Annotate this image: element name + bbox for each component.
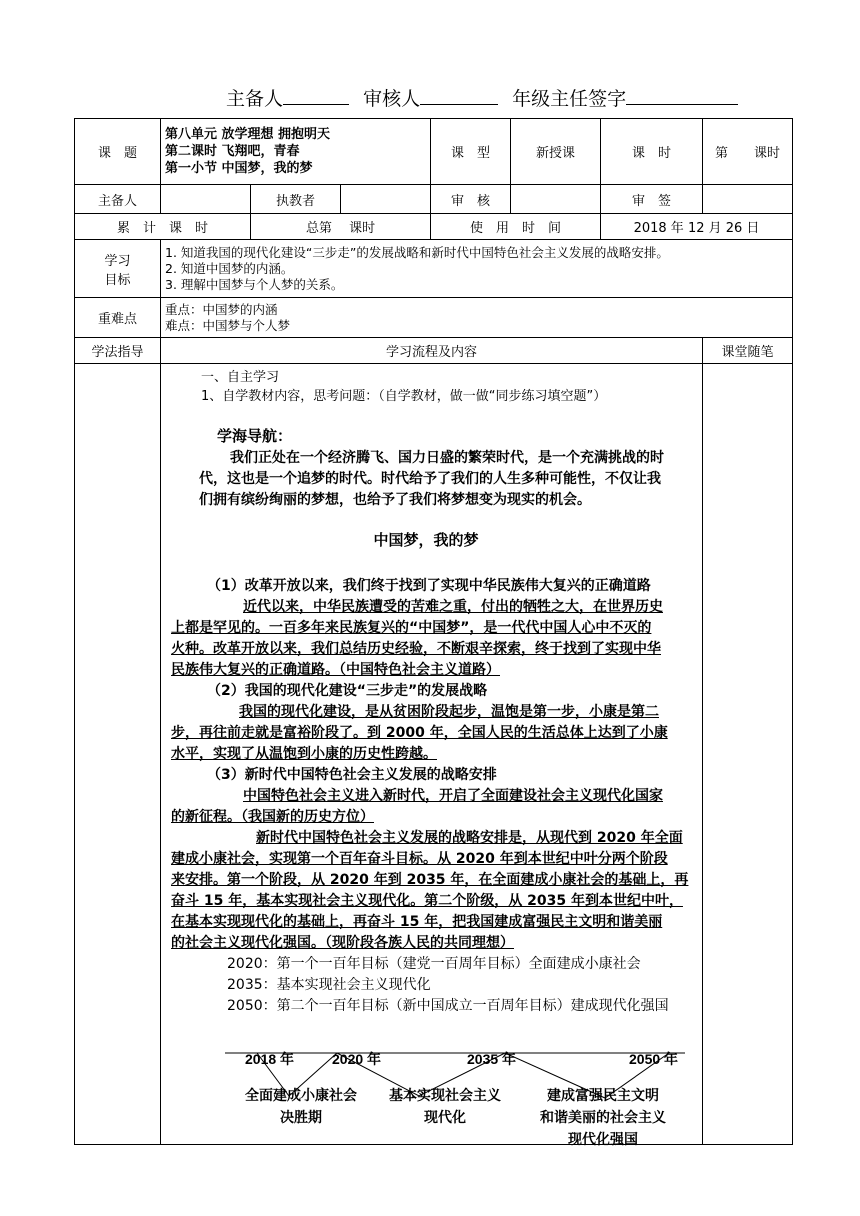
p3-line: 来安排。第一个阶段，从 2020 年到 2035 年，在全面建成小康社会的基础上，再 <box>171 872 689 888</box>
prepared-by-label: 主备人 <box>226 88 284 110</box>
stage2-line: 现代化 <box>424 1110 466 1126</box>
total-periods: 总第 课时 <box>251 214 431 240</box>
key-point: 重点：中国梦的内涵 <box>165 301 278 317</box>
reviewer-blank[interactable] <box>420 86 498 105</box>
p1-line: 火种。改革开放以来，我们总结历史经验，不断艰辛探索，终于找到了实现中华 <box>171 641 661 657</box>
p3-line: 新时代中国特色社会主义发展的战略安排是，从现代到 2020 年全面 <box>256 830 683 846</box>
nav-line: 代，这也是一个追梦的时代。时代给予了我们的人生多种可能性，不仅让我 <box>199 471 661 487</box>
staff-row <box>75 185 793 214</box>
p1-line: 民族伟大复兴的正确道路。（中国特色社会主义道路） <box>171 662 500 678</box>
topic-value <box>161 119 431 185</box>
notes-header: 课堂随笔 <box>703 338 793 364</box>
nav-title: 学海导航： <box>217 427 293 445</box>
p2-line: 我国的现代化建设，是从贫困阶段起步，温饱是第一步，小康是第二 <box>239 704 659 720</box>
difficult-point: 难点：中国梦与个人梦 <box>165 317 291 333</box>
stage3-label <box>519 1085 687 1151</box>
goals-list <box>161 240 793 298</box>
signature-header <box>226 84 738 111</box>
method-header: 学法指导 <box>75 338 161 364</box>
goal-item: 3. 理解中国梦与个人梦的关系。 <box>165 276 344 292</box>
p3-line: 中国特色社会主义进入新时代，开启了全面建设社会主义现代化国家 <box>243 788 663 804</box>
nav-line: 们拥有缤纷绚丽的梦想，也给予了我们将梦想变为现实的机会。 <box>199 492 591 508</box>
period-row <box>75 214 793 240</box>
goals-label-line: 学习 <box>104 253 131 269</box>
task-line: 1、自学教材内容，思考问题：（自学教材，做一做“同步练习填空题”） <box>201 389 607 404</box>
topic-line: 第八单元 放学理想 拥抱明天 <box>165 127 331 142</box>
prepared-by-field[interactable] <box>161 185 251 214</box>
notes-column[interactable] <box>703 364 793 1145</box>
goal-item: 1. 知道我国的现代化建设“三步走”的发展战略和新时代中国特色社会主义发展的战略安排。 <box>165 244 669 260</box>
topic-line: 第二课时 飞翔吧，青春 <box>165 144 300 159</box>
p3-line: 建成小康社会，实现第一个百年奋斗目标。从 2020 年到本世纪中叶分两个阶段 <box>171 851 668 867</box>
p3-heading: （3）新时代中国特色社会主义发展的战略安排 <box>207 767 497 783</box>
stage1-label <box>231 1085 371 1129</box>
milestone-item: 2050：第二个一百年目标（新中国成立一百周年目标）建成现代化强国 <box>227 998 669 1014</box>
content-column <box>161 364 703 1148</box>
section-heading: 一、自主学习 <box>201 370 280 385</box>
teacher-field[interactable] <box>341 185 431 214</box>
sign-field[interactable] <box>703 185 793 214</box>
p2-line: 步，再往前走就是富裕阶段了。到 2000 年，全国人民的生活总体上达到了小康 <box>171 725 668 741</box>
teacher-cell: 执教者 <box>251 185 341 214</box>
stage3-line: 现代化强国 <box>568 1132 638 1148</box>
prepared-by-cell: 主备人 <box>75 185 161 214</box>
topic-row <box>75 119 793 185</box>
lesson-plan-table <box>74 118 793 1148</box>
director-sign-label: 年级主任签字 <box>512 88 627 110</box>
goals-label-line: 目标 <box>104 272 131 288</box>
p1-line: 近代以来，中华民族遭受的苦难之重，付出的牺牲之大，在世界历史 <box>243 599 663 615</box>
type-label: 课 型 <box>431 119 511 185</box>
year-label: 2018 年 <box>245 1051 295 1067</box>
focus-content <box>161 298 793 338</box>
cumulative-label: 累 计 课 时 <box>75 214 251 240</box>
stage1-line: 决胜期 <box>280 1110 322 1126</box>
p1-line: 上都是罕见的。一百多年来民族复兴的“中国梦”，是一代代中国人心中不灭的 <box>171 620 652 636</box>
p3-line: 奋斗 15 年，基本实现社会主义现代化。第二个阶级，从 2035 年到本世纪中叶， <box>171 893 683 909</box>
director-sign-blank[interactable] <box>626 86 738 105</box>
year-label: 2050 年 <box>629 1051 679 1067</box>
stage1-line: 全面建成小康社会 <box>245 1088 357 1104</box>
goals-label <box>75 240 161 298</box>
p3-line: 的社会主义现代化强国。（现阶段各族人民的共同理想） <box>171 935 514 951</box>
content-row <box>75 364 793 1145</box>
stage3-line: 和谐美丽的社会主义 <box>540 1110 666 1126</box>
type-value: 新授课 <box>511 119 601 185</box>
year-label: 2020 年 <box>332 1051 382 1067</box>
date-value: 2018 年 12 月 26 日 <box>601 214 793 240</box>
goals-row <box>75 240 793 298</box>
p3-line: 的新征程。（我国新的历史方位） <box>171 809 374 825</box>
sign-cell: 审 签 <box>601 185 703 214</box>
stage2-line: 基本实现社会主义 <box>389 1088 501 1104</box>
focus-label: 重难点 <box>75 298 161 338</box>
milestone-item: 2020：第一个一百年目标（建党一百周年目标）全面建成小康社会 <box>227 956 641 972</box>
date-label: 使 用 时 间 <box>431 214 601 240</box>
p2-line: 水平，实现了从温饱到小康的历史性跨越。 <box>171 746 437 762</box>
reviewer-label: 审核人 <box>363 88 421 110</box>
review-cell: 审 核 <box>431 185 511 214</box>
period-value: 第 课时 <box>703 119 793 185</box>
nav-line: 我们正处在一个经济腾飞、国力日盛的繁荣时代，是一个充满挑战的时 <box>230 450 664 466</box>
review-field[interactable] <box>511 185 601 214</box>
stage2-label <box>375 1085 515 1129</box>
goal-item: 2. 知道中国梦的内涵。 <box>165 260 294 276</box>
content-header-row <box>75 338 793 364</box>
center-title: 中国梦，我的梦 <box>373 531 479 549</box>
topic-line: 第一小节 中国梦，我的梦 <box>165 161 313 176</box>
p3-line: 在基本实现现代化的基础上，再奋斗 15 年，把我国建成富强民主文明和谐美丽 <box>171 914 663 930</box>
process-header: 学习流程及内容 <box>161 338 703 364</box>
p1-heading: （1）改革开放以来，我们终于找到了实现中华民族伟大复兴的正确道路 <box>207 578 651 594</box>
stage3-line: 建成富强民主文明 <box>547 1088 659 1104</box>
milestone-item: 2035：基本实现社会主义现代化 <box>227 977 431 993</box>
period-label: 课 时 <box>601 119 703 185</box>
year-label: 2035 年 <box>467 1051 517 1067</box>
p2-heading: （2）我国的现代化建设“三步走”的发展战略 <box>207 683 488 699</box>
topic-label: 课 题 <box>75 119 161 185</box>
method-column[interactable] <box>75 364 161 1145</box>
prepared-by-blank[interactable] <box>283 86 349 105</box>
focus-row <box>75 298 793 338</box>
